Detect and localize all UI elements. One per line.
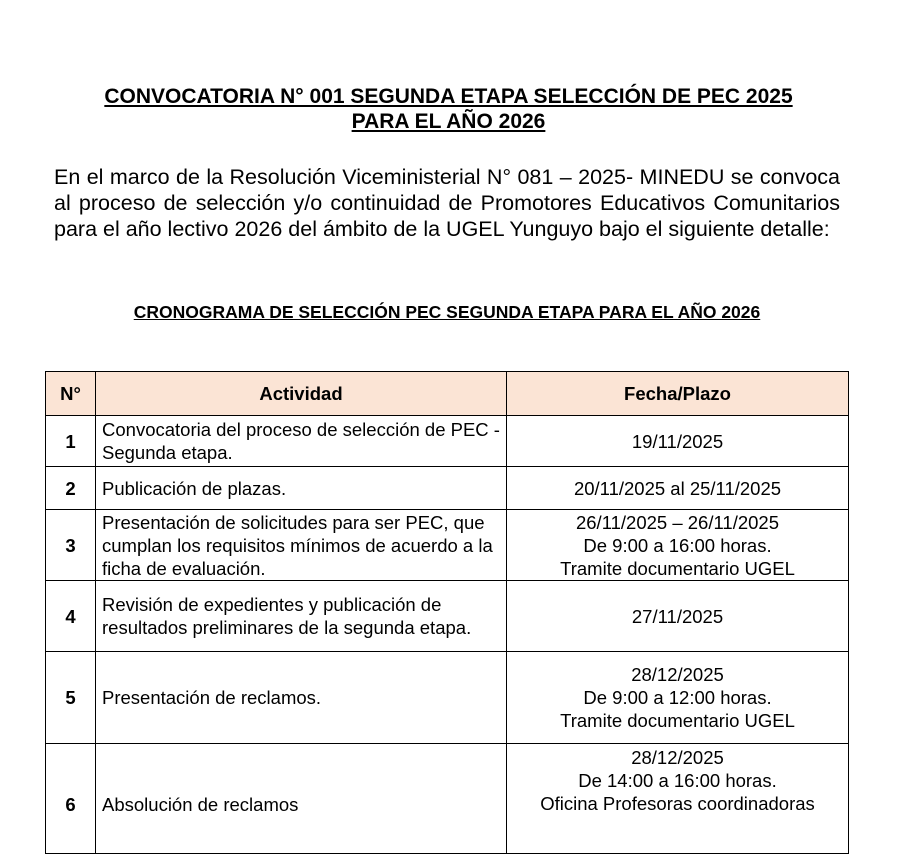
row-date bbox=[507, 510, 849, 581]
schedule-table bbox=[45, 371, 849, 854]
header-date: Fecha/Plazo bbox=[507, 372, 849, 416]
table-row bbox=[46, 652, 849, 744]
row-date-line: 28/12/2025 bbox=[631, 747, 724, 768]
row-date bbox=[507, 416, 849, 467]
row-activity: Absolución de reclamos bbox=[96, 744, 507, 854]
table-row bbox=[46, 510, 849, 581]
schedule-title: CRONOGRAMA DE SELECCIÓN PEC SEGUNDA ETAPA PARA EL AÑO 2026 bbox=[133, 302, 761, 322]
row-num: 6 bbox=[46, 744, 96, 854]
row-date-line: De 14:00 a 16:00 horas. bbox=[578, 770, 777, 791]
table-row bbox=[46, 581, 849, 652]
row-date-line: Tramite documentario UGEL bbox=[560, 710, 795, 731]
table-header-row bbox=[46, 372, 849, 416]
row-num: 1 bbox=[46, 416, 96, 467]
row-date bbox=[507, 744, 849, 854]
intro-paragraph: En el marco de la Resolución Viceministerial N° 081 – 2025- MINEDU se convoca al proceso de selección y/o continuidad de Promotores Educativos Comunitarios para el año lectivo 2026 del ámbito de la UGEL Yunguyo bajo el siguiente detalle: bbox=[54, 165, 840, 241]
row-date-line: De 9:00 a 16:00 horas. bbox=[583, 534, 772, 556]
row-date-line: Tramite documentario UGEL bbox=[560, 557, 795, 579]
row-date-line: 27/11/2025 bbox=[631, 605, 724, 627]
document-title bbox=[0, 84, 897, 134]
row-activity: Presentación de solicitudes para ser PEC, que cumplan los requisitos mínimos de acuerdo a la ficha de evaluación. bbox=[96, 510, 507, 581]
row-date-line: 26/11/2025 – 26/11/2025 bbox=[575, 511, 779, 533]
row-date-line: 20/11/2025 al 25/11/2025 bbox=[573, 477, 782, 499]
table-row bbox=[46, 744, 849, 854]
row-date-line: 28/12/2025 bbox=[631, 664, 724, 685]
row-num: 5 bbox=[46, 652, 96, 744]
row-date-line: De 9:00 a 12:00 horas. bbox=[583, 687, 772, 708]
row-num: 4 bbox=[46, 581, 96, 652]
row-date bbox=[507, 581, 849, 652]
row-date-line: 19/11/2025 bbox=[631, 430, 724, 452]
row-date bbox=[507, 652, 849, 744]
row-date bbox=[507, 467, 849, 510]
row-date-line: Oficina Profesoras coordinadoras bbox=[540, 793, 815, 814]
row-activity: Presentación de reclamos. bbox=[96, 652, 507, 744]
header-activity: Actividad bbox=[96, 372, 507, 416]
row-activity: Publicación de plazas. bbox=[96, 467, 507, 510]
row-num: 3 bbox=[46, 510, 96, 581]
table-row bbox=[46, 467, 849, 510]
row-num: 2 bbox=[46, 467, 96, 510]
row-activity: Convocatoria del proceso de selección de PEC - Segunda etapa. bbox=[96, 416, 507, 467]
title-line-1: CONVOCATORIA N° 001 SEGUNDA ETAPA SELECCIÓN DE PEC 2025 bbox=[104, 85, 793, 108]
header-num: N° bbox=[46, 372, 96, 416]
row-activity: Revisión de expedientes y publicación de resultados preliminares de la segunda etapa. bbox=[96, 581, 507, 652]
title-line-2: PARA EL AÑO 2026 bbox=[351, 110, 546, 133]
table-row bbox=[46, 416, 849, 467]
